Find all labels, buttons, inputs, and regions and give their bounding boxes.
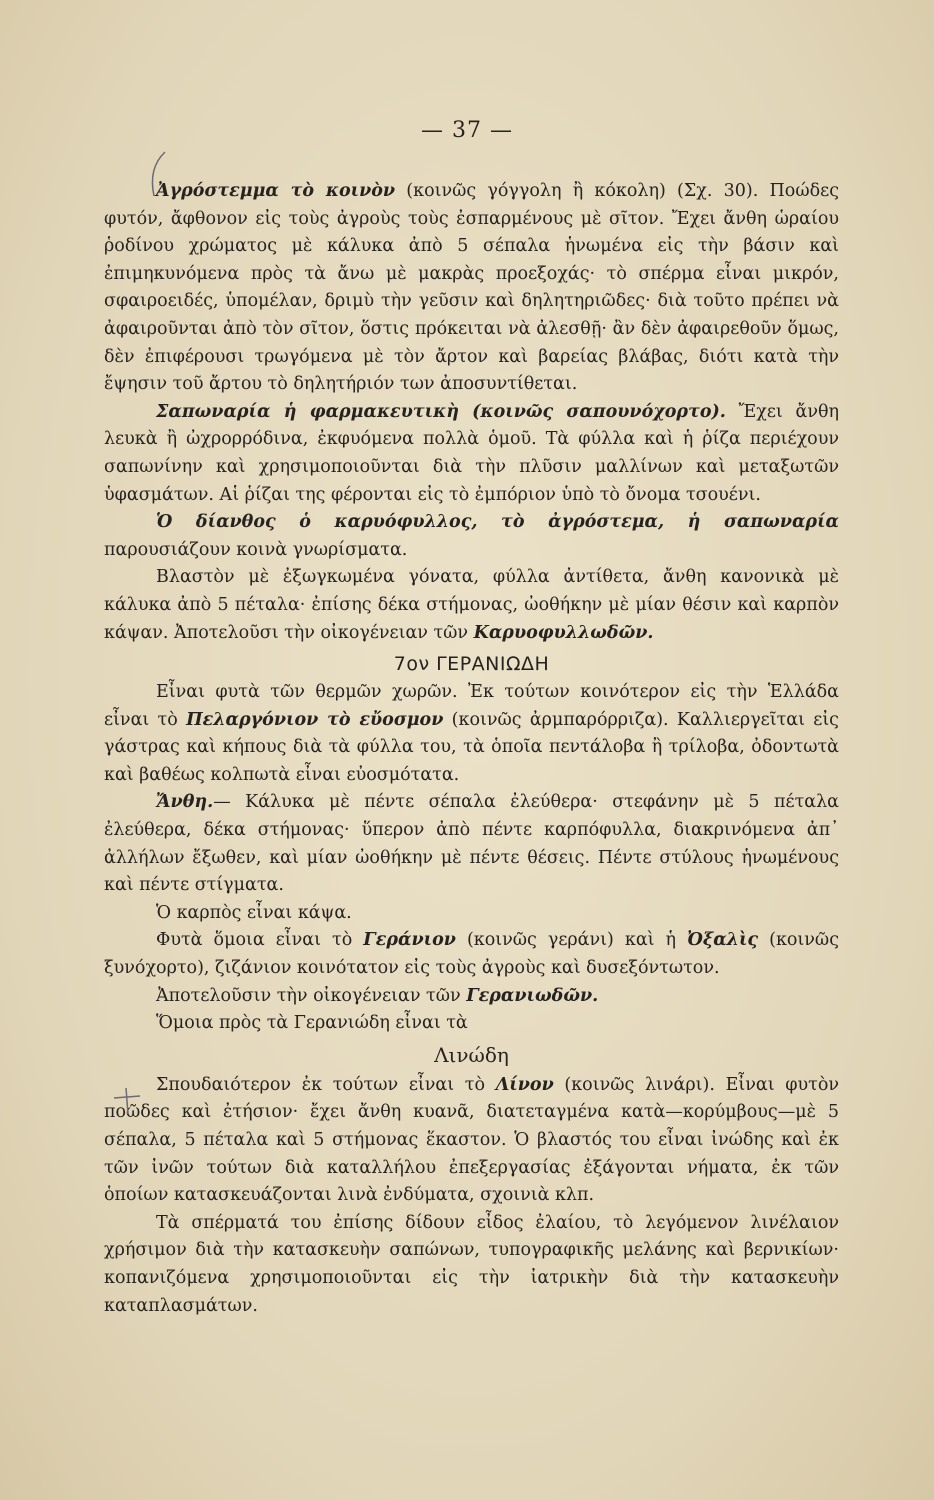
paragraph-saponaria: [104, 399, 839, 509]
term-caryophyllaceae: Καρυοφυλλωδῶν.: [473, 622, 654, 643]
term-geraniaceae: Γερανιωδῶν.: [466, 985, 599, 1006]
pencil-mark-icon: [112, 1086, 142, 1116]
paragraph-text: (κοινῶς ξυνόχορτο), ζιζάνιον κοινότατον εἰς τοὺς ἀγροὺς καὶ δυσεξόντωτον.: [104, 930, 840, 979]
pencil-mark-icon: [140, 150, 170, 200]
paragraph-caryophyllaceae: [104, 564, 839, 647]
paragraph-linseed: Τὰ σπέρματά του ἐπίσης δίδουν εἶδος ἐλαίου, τὸ λεγόμενον λινέλαιον χρήσιμον διὰ τὴν κατασκευὴν σαπώνων, τυπογραφικῆς μελάνης καὶ βερνικίων· κοπανιζόμενα χρησιμοποιοῦνται εἰς τὴν ἰατρικὴν διὰ τὴν κατασκευὴν καταπλασμάτων.: [104, 1212, 839, 1316]
paragraph-text: παρουσιάζουν κοινὰ γνωρίσματα.: [104, 539, 408, 560]
paragraph-similar-plants: [104, 927, 839, 982]
paragraph-text: Ἀποτελοῦσιν τὴν οἰκογένειαν τῶν: [156, 985, 467, 1006]
paragraph-text: (κοινῶς γόγγολη ἢ κόκολη) (Σχ. 30). Ποώδες φυτόν, ἄφθονον εἰς τοὺς ἀγροὺς τοὺς ἐσπαρμένους μὲ σῖτον. Ἔχει ἄνθη ὡραίου ῥοδίνου χρώματος μὲ κάλυκα ἀπὸ 5 σέπαλα ἡνωμένα εἰς τὴν βάσιν καὶ ἐπιμηκυνόμενα πρὸς τὰ ἄνω μὲ μακρὰς προεξοχάς· τὸ σπέρμα εἶναι μικρόν, σφαιροειδές, ὑπομέλαν, δριμὺ τὴν γεῦσιν καὶ δηλητηριῶδες· διὰ τοῦτο πρέπει νὰ ἀφαιροῦνται ἀπὸ τὸν σῖτον, ὅστις πρόκειται νὰ ἀλεσθῇ· ἂν δὲν ἀφαιρεθοῦν ὅμως, δὲν ἐπιφέρουσι τρωγόμενα μὲ τὸν ἄρτον καὶ βαρείας βλάβας, διότι κατὰ τὴν ἔψησιν τοῦ ἄρτου τὸ δηλητήριόν των ἀποσυντίθεται.: [104, 181, 839, 395]
paragraph-geraniaceae-family: [104, 983, 839, 1011]
paragraph-similar-to: Ὅμοια πρὸς τὰ Γερανιώδη εἶναι τὰ: [156, 1013, 468, 1034]
page-number: — 37 —: [421, 118, 513, 143]
paragraph-fruit: Ὁ καρπὸς εἶναι κάψα.: [156, 902, 352, 923]
paragraph-text: (κοινῶς ἀρμπαρόρριζα). Καλλιεργεῖται εἰς γάστρας καὶ κήπους διὰ τὰ φύλλα του, τὰ ὁποῖα πεντάλοβα ἢ τρίλοβα, ὀδοντωτὰ καὶ βαθέως κολπωτὰ εἶναι εὐοσμότατα.: [104, 709, 839, 785]
term-dianthus: Ὁ δίανθος ὁ καρυόφυλλος, τὸ ἀγρόστεμα, ἡ σαπωναρία: [156, 512, 839, 533]
section-heading-linaceae: Λινώδη: [434, 1042, 509, 1067]
paragraph-linum: [104, 1072, 839, 1210]
paragraph-common-features: [104, 509, 839, 564]
paragraph-text: Βλαστὸν μὲ ἐξωγκωμένα γόνατα, φύλλα ἀντίθετα, ἄνθη κανονικὰ μὲ κάλυκα ἀπὸ 5 πέταλα· ἐπίσης δέκα στήμονας, ὠοθήκην μὲ μίαν θέσιν καὶ καρπὸν κάψαν. Ἀποτελοῦσι τὴν οἰκογένειαν τῶν: [104, 567, 839, 643]
paragraph-text: Εἶναι φυτὰ τῶν θερμῶν χωρῶν. Ἐκ τούτων κοινότερον εἰς τὴν Ἑλλάδα εἶναι τὸ: [104, 682, 839, 730]
term-pelargonium: Πελαργόνιον τὸ εὔοσμον: [186, 709, 444, 730]
paragraph-text: Σπουδαιότερον ἐκ τούτων εἶναι τὸ: [156, 1074, 496, 1095]
paragraph-flowers: [104, 789, 839, 899]
paragraph-agrostemma: [104, 178, 839, 399]
term-saponaria: Σαπωναρία ἡ φαρμακευτικὴ (κοινῶς σαπουνόχορτο).: [156, 401, 726, 422]
term-oxalis: Ὀξαλὶς: [687, 930, 759, 951]
page-body: [104, 178, 839, 1320]
term-flowers: Ἄνθη.: [156, 792, 214, 813]
section-heading-geraniaceae: 7ον ΓΕΡΑΝΙΩΔΗ: [393, 653, 550, 676]
term-agrostemma: Ἀγρόστεμμα τὸ κοινὸν: [156, 181, 396, 201]
term-linum: Λίνον: [495, 1074, 554, 1095]
paragraph-text: Φυτὰ ὅμοια εἶναι τὸ: [156, 930, 364, 951]
paragraph-text: (κοινῶς γεράνι) καὶ ἡ: [455, 930, 688, 951]
term-geranium: Γεράνιον: [363, 930, 456, 951]
paragraph-text: Ἔχει ἄνθη λευκὰ ἢ ὠχρορρόδινα, ἐκφυόμενα πολλὰ ὁμοῦ. Τὰ φύλλα καὶ ἡ ῥίζα περιέχουν σαπωνίνην καὶ χρησιμοποιοῦνται διὰ τὴν πλῦσιν μαλλίνων καὶ μεταξωτῶν ὑφασμάτων. Αἱ ῥίζαι της φέρονται εἰς τὸ ἐμπόριον ὑπὸ τὸ ὄνομα τσουένι.: [104, 401, 839, 505]
paragraph-text: — Κάλυκα μὲ πέντε σέπαλα ἐλεύθερα· στεφάνην μὲ 5 πέταλα ἐλεύθερα, δέκα στήμονας· ὕπερον ἀπὸ πέντε καρπόφυλλα, διακρινόμενα ἀπ᾽ ἀλλήλων ἔξωθεν, καὶ μίαν ὠοθήκην μὲ πέντε θέσεις. Πέντε στύλους ἡνωμένους καὶ πέντε στίγματα.: [104, 792, 839, 896]
paragraph-text: (κοινῶς λινάρι). Εἶναι φυτὸν ποῶδες καὶ ἐτήσιον· ἔχει ἄνθη κυανᾶ, διατεταγμένα κατὰ—κορύμβους—μὲ 5 σέπαλα, 5 πέταλα καὶ 5 στήμονας ἕκαστον. Ὁ βλαστός του εἶναι ἰνώδης καὶ ἐκ τῶν ἰνῶν τούτων διὰ καταλλήλου ἐπεξεργασίας ἐξάγονται νήματα, ἐκ τῶν ὁποίων κατασκευάζονται λινὰ ἐνδύματα, σχοινιὰ κλπ.: [104, 1074, 839, 1206]
paragraph-pelargonium: [104, 679, 839, 789]
